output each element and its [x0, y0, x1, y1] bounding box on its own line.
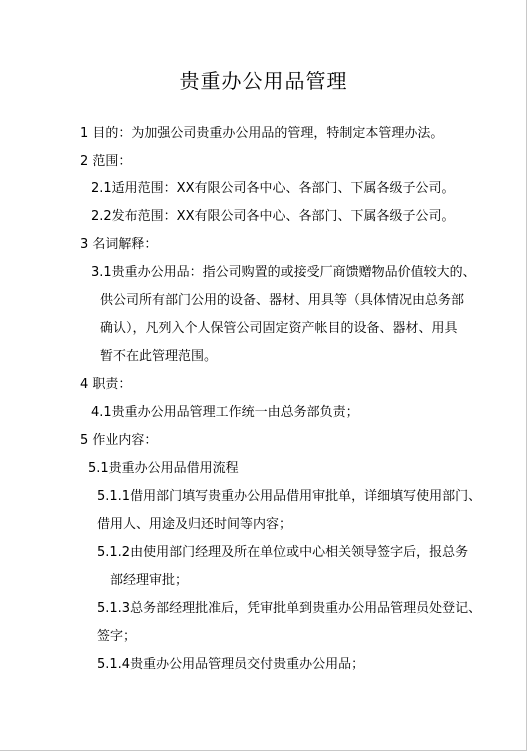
text-line-terms-definition: 3.1贵重办公用品：指公司购置的或接受厂商馈赠物品价值较大的、 [91, 265, 476, 280]
text-line-step-513-cont: 签字； [97, 629, 137, 644]
text-line-step-511-cont: 借用人、用途及归还时间等内容； [97, 517, 293, 532]
text-line-step-512: 5.1.2由使用部门经理及所在单位或中心相关领导签字后，报总务 [97, 545, 469, 560]
text-line-step-511: 5.1.1借用部门填写贵重办公用品借用审批单，详细填写使用部门、 [97, 489, 482, 504]
text-line-borrow-process: 5.1贵重办公用品借用流程 [88, 461, 239, 476]
text-line-terms-heading: 3 名词解释： [80, 237, 158, 252]
text-line-step-512-cont: 部经理审批； [110, 573, 189, 588]
text-line-terms-definition-cont2: 确认），凡列入个人保管公司固定资产帐目的设备、器材、用具 [100, 321, 458, 336]
text-line-scope-applicable: 2.1适用范围：XX有限公司各中心、各部门、下属各级子公司。 [91, 181, 455, 196]
text-line-duty-item: 4.1贵重办公用品管理工作统一由总务部负责； [91, 405, 359, 420]
text-line-purpose: 1 目的：为加强公司贵重办公用品的管理，特制定本管理办法。 [80, 126, 444, 141]
text-line-step-513: 5.1.3总务部经理批准后，凭审批单到贵重办公用品管理员处登记、 [97, 601, 482, 616]
text-line-terms-definition-cont3: 暂不在此管理范围。 [100, 349, 218, 364]
text-line-terms-definition-cont1: 供公司所有部门公用的设备、器材、用具等（具体情况由总务部 [100, 293, 465, 308]
text-line-duty-heading: 4 职责： [80, 377, 132, 392]
text-line-scope-release: 2.2发布范围：XX有限公司各中心、各部门、下属各级子公司。 [91, 209, 455, 224]
text-line-scope-heading: 2 范围： [80, 154, 132, 169]
text-line-work-heading: 5 作业内容： [80, 433, 158, 448]
document-title: 贵重办公用品管理 [179, 69, 348, 93]
text-line-step-514: 5.1.4贵重办公用品管理员交付贵重办公用品； [97, 657, 365, 672]
